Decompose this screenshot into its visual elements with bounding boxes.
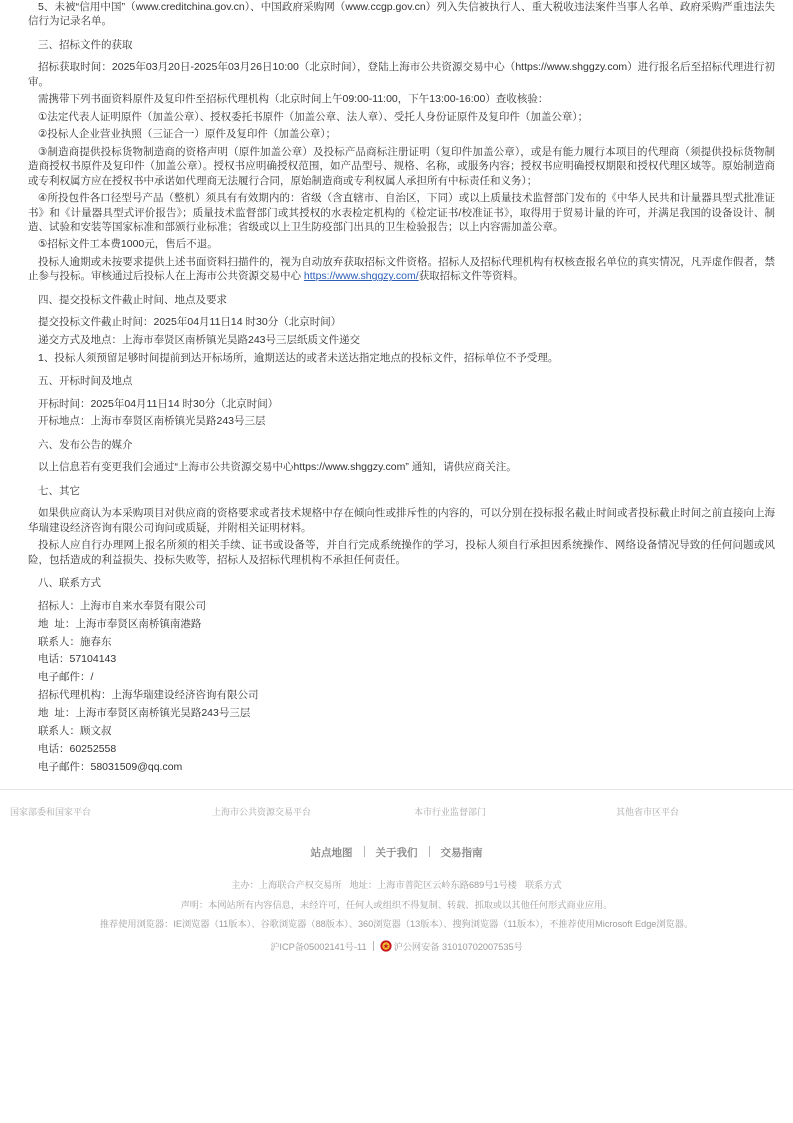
tenderer-phone: 电话：57104143 xyxy=(38,653,117,666)
opening-time: 开标时间：2025年04月11日14 时30分（北京时间） xyxy=(38,397,279,410)
sitemap-link[interactable]: 站点地图 xyxy=(310,846,353,859)
contact-list xyxy=(28,599,775,774)
trading-guide-link[interactable]: 交易指南 xyxy=(440,846,483,859)
material-item-3: ③制造商提供投标货物制造商的资格声明（原件加盖公章）及投标产品商标注册证明（复印件加盖公章），或是有能力履行本项目的代理商（须提供投标货物制造商授权书原件及复印件（加盖公章）。授权书应明确授权范围，如产品型号、规格、名称，或服务内容；授权书应明确授权期限和授权代理区域等。原始制造商或专利权属方应在授权书中承诺如代理商无法履行合同，原始制造商或专利权属人承担所有中标责任和义务）； xyxy=(28,146,775,187)
acquisition-notice xyxy=(28,255,775,284)
link-separator xyxy=(429,846,430,857)
registration-separator xyxy=(373,941,374,951)
section-heading-7: 七、其它 xyxy=(38,484,80,497)
material-item-4: ④所投包件各口径型号产品（整机）须具有有效期内的：省级（含直辖市、自治区，下同）或以上质量技术监督部门发布的《中华人民共和计量器具型式批准证书》和《计量器具型式评价报告》；质量技术监督部门或其授权的水表检定机构的《检定证书/校准证书》，取得用于贸易计量的许可，并满足我国的设备设计、制造、试验和安装等国家标准和部颁行业标准；省级或以上卫生防疫部门出具的卫生检验报告；以上内容需加盖公章。 xyxy=(28,192,775,233)
tenderer-email: 电子邮件：/ xyxy=(38,671,94,684)
section-heading-3: 三、招标文件的获取 xyxy=(38,38,133,51)
section-heading-4: 四、提交投标文件截止时间、地点及要求 xyxy=(38,293,227,306)
submission-deadline: 提交投标文件截止时间：2025年04月11日14 时30分（北京时间） xyxy=(38,316,342,329)
footer-address: 地址：上海市普陀区云岭东路689号1号楼 xyxy=(349,880,517,891)
opening-place: 开标地点：上海市奉贤区南桥镇光昊路243号三层 xyxy=(38,415,266,428)
submission-note: 1、投标人须预留足够时间提前到达开标场所，逾期送达的或者未送达指定地点的投标文件，招标单位不予受理。 xyxy=(38,351,559,364)
agency-phone: 电话：60252558 xyxy=(38,742,117,755)
acquisition-notice-text: 投标人逾期或未按要求提供上述书面资料扫描件的，视为自动放弃获取招标文件资格。招标人及招标代理机构有权核查报名单位的真实情况，凡弄虚作假者，禁止参与投标。审核通过后投标人在上海市公共资源交易中心 xyxy=(28,256,775,283)
other-paragraph-2: 投标人应自行办理网上报名所须的相关手续、证书或设备等，并自行完成系统操作的学习，投标人须自行承担因系统操作、网络设备情况导致的任何问题或风险，包括造成的利益损失、投标失败等，招标人及招标代理机构不承担任何责任。 xyxy=(28,539,775,566)
tenderer-name: 招标人：上海市自来水奉贤有限公司 xyxy=(38,599,206,612)
acquisition-time: 招标获取时间：2025年03月20日-2025年03月26日10:00（北京时间），登陆上海市公共资源交易中心（https://www.shggzy.com）进行报名后至招标代理进行初审。 xyxy=(28,61,775,88)
link-separator xyxy=(364,846,365,857)
section-heading-6: 六、发布公告的媒介 xyxy=(38,438,133,451)
footer-nav-other-regions[interactable]: 其他省市区平台 xyxy=(616,807,680,818)
tenderer-contact-person: 联系人：施春东 xyxy=(38,635,112,648)
shggzy-link[interactable]: https://www.shggzy.com/ xyxy=(303,270,419,283)
footer-links xyxy=(0,846,793,860)
section-heading-5: 五、开标时间及地点 xyxy=(38,374,133,387)
footer-browser-recommendation: 推荐使用浏览器：IE浏览器（11版本）、谷歌浏览器（88版本）、360浏览器（13版本）、搜狗浏览器（11版本），不推荐使用Microsoft Edge浏览器。 xyxy=(99,919,694,930)
footer-nav-shanghai-platform[interactable]: 上海市公共资源交易平台 xyxy=(212,807,312,818)
section-heading-8: 八、联系方式 xyxy=(38,576,101,589)
police-badge-icon xyxy=(380,940,392,952)
agency-name: 招标代理机构：上海华瑞建设经济咨询有限公司 xyxy=(38,689,259,702)
qualification-item-5: 5、未被“信用中国”（www.creditchina.gov.cn）、中国政府采购网（www.ccgp.gov.cn）列入失信被执行人、重大税收违法案件当事人名单、政府采购严重违法失信行为记录名单。 xyxy=(28,1,775,28)
agency-address: 地 址：上海市奉贤区南桥镇光昊路243号三层 xyxy=(38,707,251,720)
material-item-2: ②投标人企业营业执照（三证合一）原件及复印件（加盖公章）； xyxy=(38,128,337,141)
material-item-1: ①法定代表人证明原件（加盖公章）、授权委托书原件（加盖公章、法人章）、受托人身份证原件及复印件（加盖公章）； xyxy=(38,110,589,123)
footer-host: 主办：上海联合产权交易所 xyxy=(231,880,342,891)
footer-registration-line xyxy=(0,940,793,954)
submission-method: 递交方式及地点：上海市奉贤区南桥镇光昊路243号三层纸质文件递交 xyxy=(38,334,361,347)
footer-nav-national[interactable]: 国家部委和国家平台 xyxy=(10,807,92,818)
footer-nav-supervision[interactable]: 本市行业监督部门 xyxy=(414,807,487,818)
agency-contact-person: 联系人：顾文叔 xyxy=(38,725,112,737)
material-item-5: ⑤招标文件工本费1000元，售后不退。 xyxy=(38,238,218,251)
footer-platform-nav xyxy=(0,790,793,818)
media-notice: 以上信息若有变更我们会通过“上海市公共资源交易中心https://www.shggzy.com” 通知，请供应商关注。 xyxy=(38,461,517,474)
acquisition-notice-tail: 获取招标文件等资料。 xyxy=(418,270,524,283)
agency-email: 电子邮件：58031509@qq.com xyxy=(38,760,183,773)
police-record-link[interactable]: 沪公网安备 31010702007535号 xyxy=(393,942,523,953)
footer-statement: 声明：本网站所有内容信息，未经许可，任何人或组织不得复制、转载、抓取或以其他任何形式商业应用。 xyxy=(180,900,613,911)
tenderer-address: 地 址：上海市奉贤区南桥镇南港路 xyxy=(38,617,202,630)
footer-contact-link[interactable]: 联系方式 xyxy=(524,880,562,891)
icp-record-link[interactable]: 沪ICP备05002141号-11 xyxy=(270,942,367,953)
about-us-link[interactable]: 关于我们 xyxy=(375,846,418,859)
announcement-body xyxy=(28,0,775,774)
footer-host-line xyxy=(0,879,793,892)
other-paragraph-1: 如果供应商认为本采购项目对供应商的资格要求或者技术规格中存在倾向性或排斥性的内容的，可以分别在投标报名截止时间或者投标截止时间之前直接向上海华瑞建设经济咨询有限公司询问或质疑，并附相关证明材料。 xyxy=(28,507,775,534)
materials-intro: 需携带下列书面资料原件及复印件至招标代理机构（北京时间上午09:00-11:00，下午13:00-16:00）查收核验： xyxy=(38,93,549,106)
